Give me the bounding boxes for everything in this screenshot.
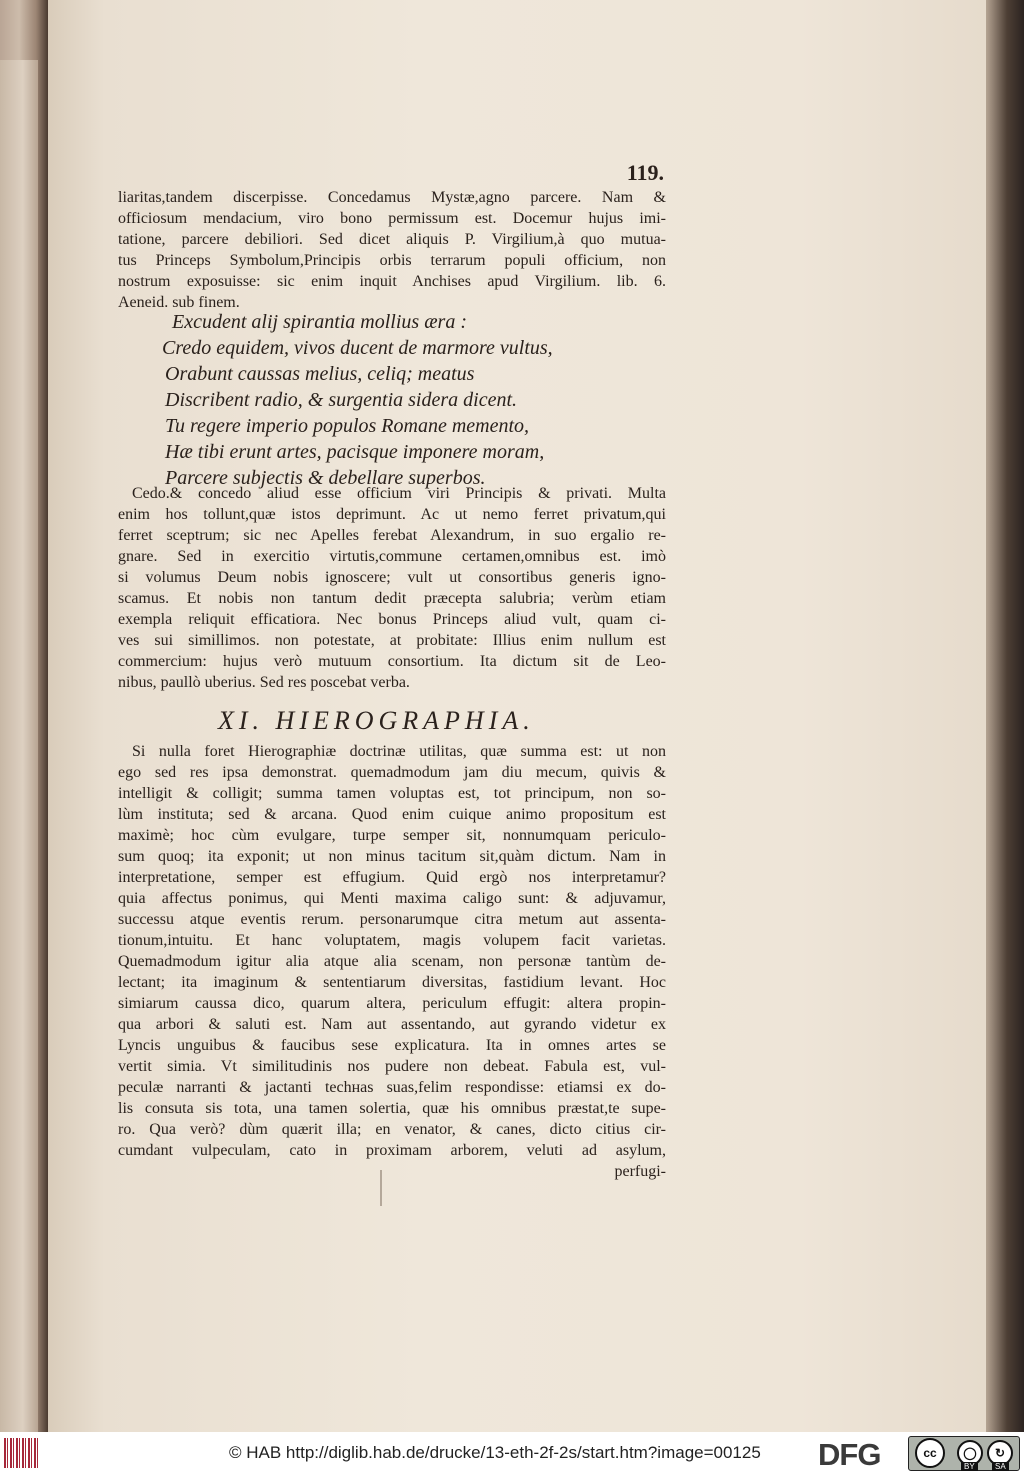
dfg-logo: DFG [818, 1437, 881, 1472]
page-number: 119. [626, 160, 664, 185]
text-line: Si nulla foret Hierographiæ doctrinæ utilitas, quæ summa est: ut non [132, 743, 666, 760]
text-line: Quemadmodum igitur alia atque alia scenam, non personæ tantùm de- [118, 953, 666, 970]
text-line: liaritas,tandem discerpisse. Concedamus Mystæ,agno parcere. Nam & [118, 189, 666, 206]
share-alike-icon: ↻ [987, 1440, 1013, 1466]
text-line: simiarum caussa dico, quarum altera, periculum effugit: altera propin- [118, 995, 666, 1012]
text-line: enim hos tollunt,quæ istos deprimunt. Ac ut nemo ferret privatum,qui [118, 506, 666, 523]
text-line: exempla reliquit efficatiora. Nec bonus Princeps aliud vult, quam ci- [118, 611, 666, 628]
text-line: sum quoq; ita exponit; ut non minus tacitum sit,quàm dictum. Nam in [118, 848, 666, 865]
text-line: ves sui simillimos. non potestate, at probitate: Illius enim nullum est [118, 632, 666, 649]
footer-bar [0, 1432, 1024, 1475]
verse-line: Credo equidem, vivos ducent de marmore vultus, [162, 337, 553, 359]
text-line: maximè; hoc cùm evulgare, turpe semper sit, nonnumquam periculo- [118, 827, 666, 844]
text-line: officiosum mendacium, viro bono permissum est. Docemur hujus imi- [118, 210, 666, 227]
text-line: Cedo.& concedo aliud esse officium viri Principis & privati. Multa [132, 485, 666, 502]
text-line: ro. Qua verò? dùm quærit illa; en venator, & canes, dicto citius cir- [118, 1121, 666, 1138]
text-line: commercium: hujus verò mutuum consortium. Ita dictum sit de Leo- [118, 653, 666, 670]
text-line: interpretatione, semper est effugium. Quid ergò nos interpretamur? [118, 869, 666, 886]
text-line: nibus, paullò uberius. Sed res poscebat verba. [118, 674, 410, 691]
text-line: Aeneid. sub finem. [118, 294, 240, 311]
text-line: Lyncis unguibus & faucibus sese explicatura. Ita in omnes artes se [118, 1037, 666, 1054]
text-line: scamus. Et nobis non tantum dedit præcepta salubria; verùm etiam [118, 590, 666, 607]
text-line: gnare. Sed in exercitio virtutis,commune certamen,omnibus est. imò [118, 548, 666, 565]
facing-page-edge [0, 60, 38, 1432]
by-label: BY [961, 1462, 978, 1471]
facing-page-spine [0, 0, 48, 1432]
text-line: intelligit & colligit; summa tamen voluptas est, tot principum, non so- [118, 785, 666, 802]
text-line: successu atque eventis rerum. personarumque citra metum aut assenta- [118, 911, 666, 928]
text-line: tionum,intuitu. Et hanc voluptatem, magis volupem facit varietas. [118, 932, 666, 949]
text-line: tatione, parcere debiliori. Sed dicet aliquis P. Virgilium,à quo mutua- [118, 231, 666, 248]
text-line: vertit simia. Vt similitudinis nos pudere non debeat. Fabula est, vul- [118, 1058, 666, 1075]
catchword: perfugi- [614, 1163, 666, 1180]
sa-label: SA [992, 1462, 1009, 1471]
person-icon: ◯ [957, 1440, 983, 1466]
verse-line: Discribent radio, & surgentia sidera dicent. [165, 389, 518, 411]
text-line: nostrum exposuisse: sic enim inquit Anchises apud Virgilium. lib. 6. [118, 273, 666, 290]
text-line: lectant; ita imaginum & sententiarum diversitas, fastidium levant. Hoc [118, 974, 666, 991]
text-line: peculæ narranti & jactanti techнas suas,felim respondisse: etiamsi ex do- [118, 1079, 666, 1096]
page-shadow-edge [986, 0, 1024, 1432]
verse-line: Tu regere imperio populos Romane memento, [165, 415, 530, 437]
verse-line: Parcere subjectis & debellare superbos. [165, 467, 486, 489]
text-line: ferret sceptrum; sic nec Apelles ferebat Alexandrum, in suo ergalio re- [118, 527, 666, 544]
text-line: lis consuta sis tota, una tamen solertia, quæ his omnibus præstat,te supe- [118, 1100, 666, 1117]
hab-barcode-logo [4, 1438, 40, 1468]
text-line: tus Princeps Symbolum,Principis orbis terrarum populi officium, non [118, 252, 666, 269]
text-line: si volumus Deum nobis ignoscere; vult ut consortibus generis igno- [118, 569, 666, 586]
section-heading: XI. HIEROGRAPHIA. [218, 706, 535, 735]
verse-line: Hæ tibi erunt artes, pacisque imponere moram, [165, 441, 545, 463]
text-line: cumdant vulpeculam, cato in proximam arborem, veluti ad asylum, [118, 1142, 666, 1159]
copyright-link[interactable]: © HAB http://diglib.hab.de/drucke/13-eth-2f-2s/start.htm?image=00125 [229, 1443, 761, 1462]
text-line: qua arbori & saluti est. Nam aut assentando, aut gyrando videtur ex [118, 1016, 666, 1033]
text-line: quia affectus ponimus, qui Menti maxima caligo sunt: & adjuvamur, [118, 890, 666, 907]
verse-line: Orabunt caussas melius, celiq; meatus [165, 363, 475, 385]
cc-icon: cc [915, 1438, 945, 1468]
cc-license-badge[interactable] [908, 1436, 1020, 1471]
text-line: ego sed res ipsa demonstrat. quemadmodum jam diu mecum, quivis & [118, 764, 666, 781]
text-line: lùm instituta; sed & arcana. Quod enim cuique animo propositum est [118, 806, 666, 823]
verse-line: Excudent alij spirantia mollius æra : [172, 311, 467, 333]
paper-mark [380, 1170, 382, 1206]
